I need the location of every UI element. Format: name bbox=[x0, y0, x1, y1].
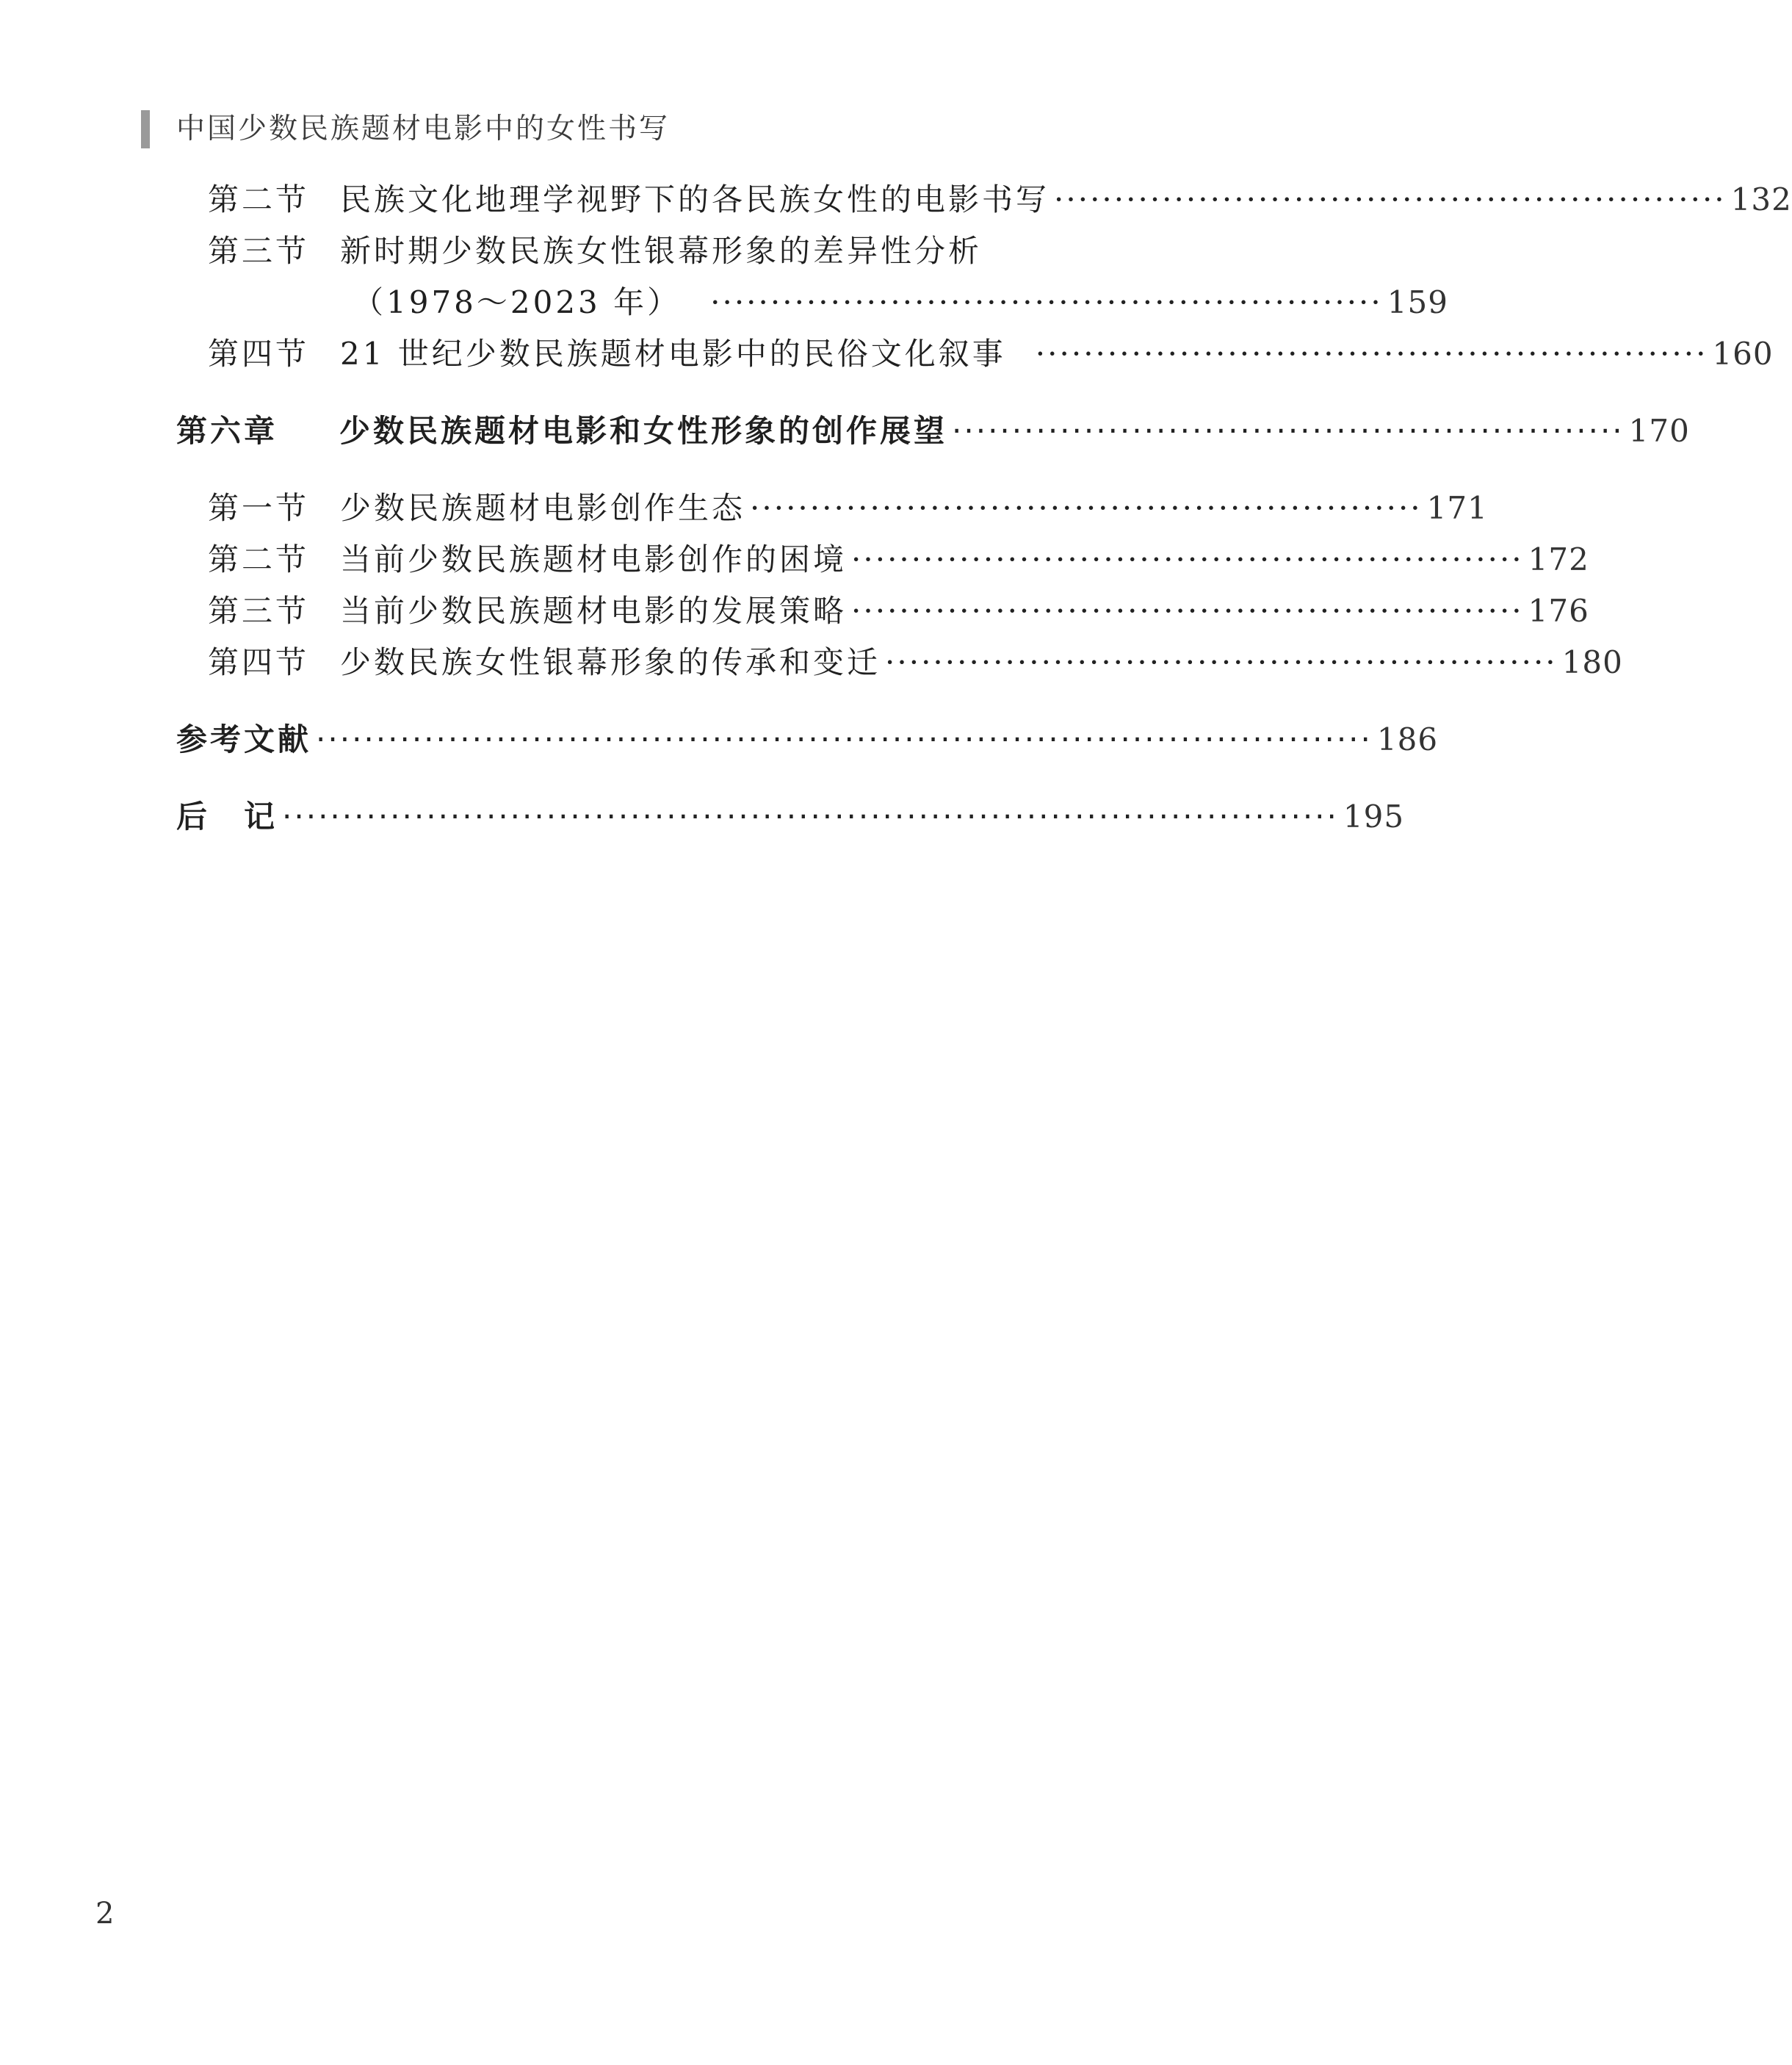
leader-dots: ························································ bbox=[885, 644, 1558, 680]
footer-page-number: 2 bbox=[95, 1897, 115, 1931]
page-number: 132 bbox=[1730, 181, 1792, 217]
leader-dots: ························································ bbox=[851, 593, 1524, 629]
section-number: 第一节 bbox=[208, 490, 310, 526]
chapter-title: 少数民族题材电影和女性形象的创作展望 bbox=[339, 413, 948, 449]
toc-entry-continuation[interactable] bbox=[353, 280, 1448, 325]
toc-entry-afterword[interactable] bbox=[176, 794, 1405, 840]
toc-entry-section[interactable] bbox=[208, 331, 1774, 377]
section-number: 第四节 bbox=[208, 644, 310, 680]
section-title: 当前少数民族题材电影创作的困境 bbox=[340, 541, 848, 577]
section-number: 第二节 bbox=[208, 541, 310, 577]
toc-entry-section[interactable] bbox=[208, 588, 1589, 634]
page-number: 195 bbox=[1343, 799, 1405, 835]
leader-dots: ························································································ bbox=[316, 721, 1373, 757]
leader-dots: ························································ bbox=[1035, 336, 1708, 372]
page-number: 171 bbox=[1426, 490, 1488, 526]
toc-entry-section[interactable] bbox=[208, 486, 1488, 531]
afterword-title: 后 记 bbox=[176, 799, 278, 835]
page-number: 160 bbox=[1712, 336, 1774, 372]
section-title-continuation: （1978～2023 年） bbox=[353, 284, 682, 320]
page-number: 159 bbox=[1387, 284, 1448, 320]
section-title: 新时期少数民族女性银幕形象的差异性分析 bbox=[340, 233, 983, 269]
leader-dots: ························································ bbox=[851, 541, 1524, 577]
section-title: 少数民族女性银幕形象的传承和变迁 bbox=[340, 644, 881, 680]
page-number: 176 bbox=[1528, 593, 1589, 629]
page-number: 186 bbox=[1376, 721, 1439, 757]
toc-entry-section[interactable] bbox=[208, 640, 1623, 685]
section-title: 少数民族题材电影创作生态 bbox=[340, 490, 746, 526]
section-title: 21 世纪少数民族题材电影中的民俗文化叙事 bbox=[340, 336, 1006, 372]
chapter-number: 第六章 bbox=[176, 413, 278, 449]
section-title: 当前少数民族题材电影的发展策略 bbox=[340, 593, 848, 629]
section-number: 第三节 bbox=[208, 593, 310, 629]
page-number: 170 bbox=[1628, 413, 1690, 449]
section-number: 第三节 bbox=[208, 233, 310, 269]
section-number: 第四节 bbox=[208, 336, 310, 372]
leader-dots: ························································ bbox=[750, 490, 1423, 526]
toc-entry-references[interactable] bbox=[176, 717, 1439, 763]
running-header-title: 中国少数民族题材电影中的女性书写 bbox=[176, 112, 671, 145]
leader-dots: ························································ bbox=[952, 413, 1625, 449]
toc-entry-section[interactable] bbox=[208, 177, 1792, 223]
leader-dots: ························································ bbox=[710, 284, 1383, 320]
toc-entry-section[interactable] bbox=[208, 228, 1207, 274]
section-title: 民族文化地理学视野下的各民族女性的电影书写 bbox=[340, 181, 1050, 217]
references-title: 参考文献 bbox=[176, 721, 312, 757]
leader-dots: ························································································ bbox=[282, 799, 1339, 835]
section-number: 第二节 bbox=[208, 181, 310, 217]
leader-dots: ························································ bbox=[1054, 181, 1727, 217]
page-number: 172 bbox=[1528, 541, 1589, 577]
page-number: 180 bbox=[1561, 644, 1623, 680]
header-bar bbox=[141, 110, 150, 148]
toc-entry-chapter[interactable] bbox=[176, 408, 1690, 454]
toc-entry-section[interactable] bbox=[208, 537, 1589, 583]
